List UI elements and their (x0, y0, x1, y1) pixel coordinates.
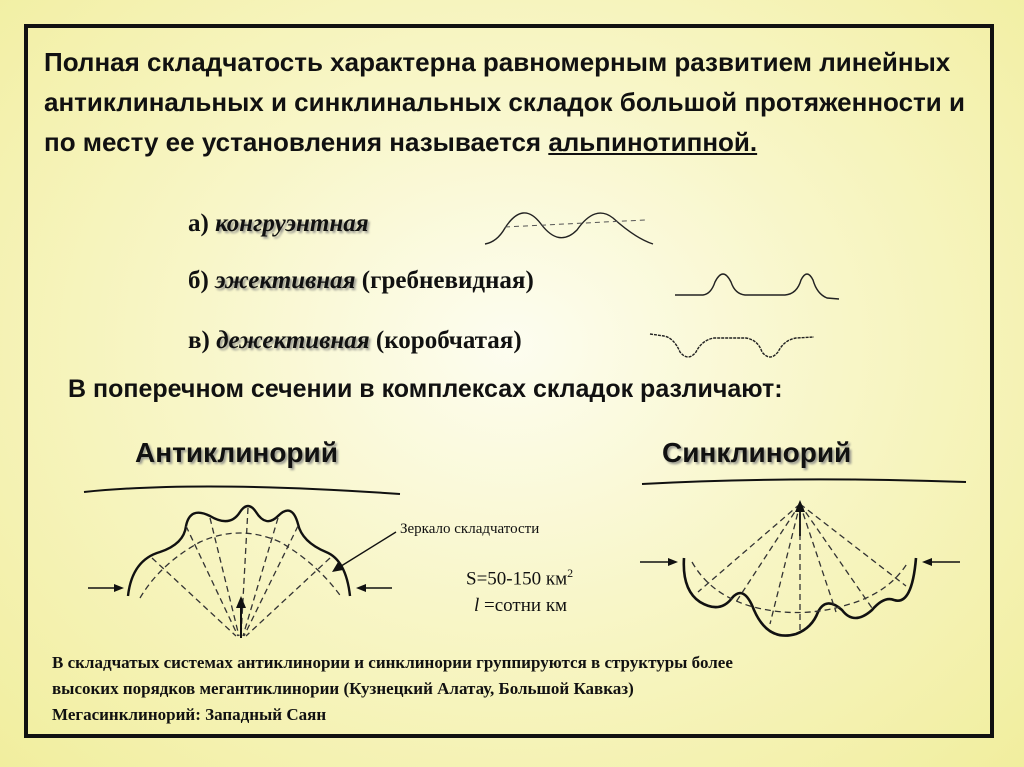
axial-plane (800, 504, 872, 608)
axial-plane (800, 504, 836, 612)
intro-paragraph (44, 42, 974, 162)
anticlinorium-mirror-line (84, 486, 400, 494)
length-formula (474, 595, 567, 617)
axial-plane (770, 504, 800, 624)
synclinorium-axial-planes (698, 504, 906, 630)
area-formula-exponent: 2 (567, 566, 574, 580)
congruent-fold-sketch (485, 200, 655, 252)
left-compression-arrowhead (668, 558, 678, 566)
fold-type-prefix: в) (188, 327, 217, 354)
axial-plane (736, 504, 800, 602)
intro-text: Полная складчатость характерна равномерным развитием линейных антиклинальных и синклинальных складок большой протяженности и по месту ее установления называется (44, 47, 965, 157)
mirror-label: Зеркало складчатости (400, 521, 540, 537)
area-formula (466, 566, 573, 590)
intro-term: альпинотипной. (548, 127, 758, 157)
ejective-fold-sketch (675, 268, 840, 304)
fold-type-c (188, 327, 522, 355)
congruent-fold-curve (485, 213, 653, 244)
axial-plane (800, 504, 906, 586)
dejective-fold-sketch (650, 330, 815, 364)
left-compression-arrowhead (114, 584, 124, 592)
axial-plane (152, 558, 236, 636)
right-compression-arrowhead (922, 558, 932, 566)
synclinorium-title: Синклинорий (662, 437, 852, 468)
fold-type-name: эжективная (215, 267, 356, 294)
cross-section-heading: В поперечном сечении в комплексах складок различают: (68, 375, 783, 403)
bottom-note-line: Мегасинклинорий: Западный Саян (52, 705, 327, 724)
fold-type-name: дежективная (216, 327, 370, 354)
anticlinorium-fold-outline (128, 506, 350, 596)
right-compression-arrowhead (356, 584, 366, 592)
axial-plane (241, 508, 248, 636)
fold-type-suffix: (гребневидная) (355, 267, 534, 294)
anticlinorium-diagram (80, 478, 410, 648)
congruent-fold-axis (505, 220, 645, 227)
bottom-note-line: В складчатых системах антиклинории и синклинории группируются в структуры более (52, 653, 733, 672)
bottom-note (52, 650, 982, 728)
bottom-note-line: высоких порядков мегантиклинории (Кузнецкий Алатау, Большой Кавказ) (52, 679, 634, 698)
fold-type-prefix: а) (188, 210, 216, 237)
fold-type-b (188, 267, 534, 295)
mirror-pointer-line (338, 532, 396, 568)
synclinorium-mirror-line (642, 479, 966, 484)
axial-plane (698, 504, 800, 592)
axial-plane (186, 526, 238, 636)
axial-plane (210, 518, 239, 636)
anticlinorium-title: Антиклинорий (135, 437, 338, 468)
dejective-fold-curve (650, 334, 814, 357)
ejective-fold-curve (675, 274, 839, 299)
length-formula-text: =сотни км (479, 595, 568, 616)
synclinorium-diagram (640, 474, 970, 646)
fold-type-name: конгруэнтная (215, 210, 369, 237)
fold-type-suffix: (коробчатая) (369, 327, 522, 354)
length-symbol: l (474, 595, 480, 616)
fold-type-a (188, 210, 369, 238)
uplift-arrowhead (236, 596, 246, 608)
fold-type-prefix: б) (188, 267, 216, 294)
area-formula-text: S=50-150 км (466, 568, 568, 590)
